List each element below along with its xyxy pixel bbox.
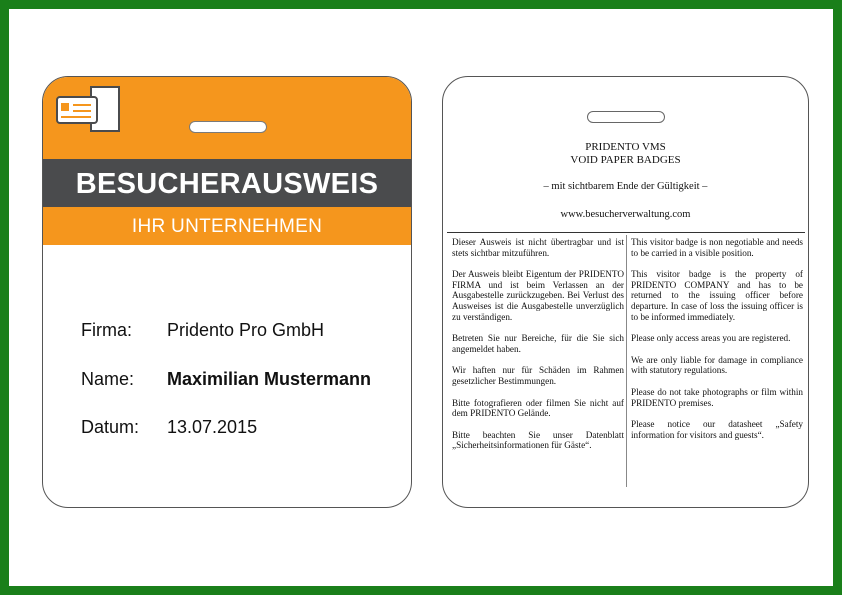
terms-paragraph: Dieser Ausweis ist nicht übertragbar und ist stets sichtbar mitzuführen. <box>452 237 624 258</box>
terms-german <box>452 237 624 462</box>
field-label: Datum: <box>81 417 140 437</box>
divider <box>447 232 805 233</box>
badge-back <box>442 76 809 508</box>
visitor-card-door-icon <box>51 81 123 141</box>
terms-paragraph: Bitte beachten Sie unser Datenblatt „Sicherheitsinformationen für Gäste“. <box>452 429 624 451</box>
terms-paragraph: Der Ausweis bleibt Eigentum der PRIDENTO FIRMA und ist beim Verlassen an der Ausgabestelle zurückzugeben. Bei Verlust des Ausweises ist die Ausgabestelle unverzüglich zu verständigen. <box>452 269 624 322</box>
terms-paragraph: We are only liable for damage in compliance with statutory regulations. <box>631 354 803 376</box>
terms-paragraph: Please notice our datasheet „Safety information for visitors and guests“. <box>631 419 803 440</box>
lanyard-slot <box>189 121 267 133</box>
field-value: Pridento Pro GmbH <box>167 320 325 340</box>
terms-paragraph: Bitte fotografieren oder filmen Sie nicht auf dem PRIDENTO Gelände. <box>452 397 624 419</box>
terms-paragraph: Wir haften nur für Schäden im Rahmen gesetzlicher Bestimmungen. <box>452 365 624 386</box>
field-label: Firma: <box>81 320 132 340</box>
field-value: Maximilian Mustermann <box>167 369 372 389</box>
field-label: Name: <box>81 369 135 389</box>
back-tagline: – mit sichtbarem Ende der Gültigkeit – <box>543 181 708 192</box>
column-divider <box>626 235 627 487</box>
terms-paragraph: This visitor badge is non negotiable and needs to be carried in a visible position. <box>631 237 803 258</box>
terms-english <box>631 237 803 451</box>
back-heading-2: VOID PAPER BADGES <box>570 154 681 166</box>
field-value: 13.07.2015 <box>167 417 258 437</box>
terms-paragraph: This visitor badge is the property of PRIDENTO COMPANY and has to be returned to the issuing officer before departure. In case of loss the issuing officer is to be informed immediately. <box>631 269 803 322</box>
terms-paragraph: Betreten Sie nur Bereiche, für die Sie sich angemeldet haben. <box>452 333 624 354</box>
back-heading-1: PRIDENTO VMS <box>585 141 666 153</box>
badge-front <box>42 76 412 508</box>
back-url[interactable]: www.besucherverwaltung.com <box>560 209 691 220</box>
badge-title: BESUCHERAUSWEIS <box>43 159 411 207</box>
terms-paragraph: Please only access areas you are registered. <box>631 333 791 344</box>
terms-paragraph: Please do not take photographs or film within PRIDENTO premises. <box>631 386 803 408</box>
badge-subtitle: IHR UNTERNEHMEN <box>43 207 411 245</box>
lanyard-slot <box>587 111 665 123</box>
